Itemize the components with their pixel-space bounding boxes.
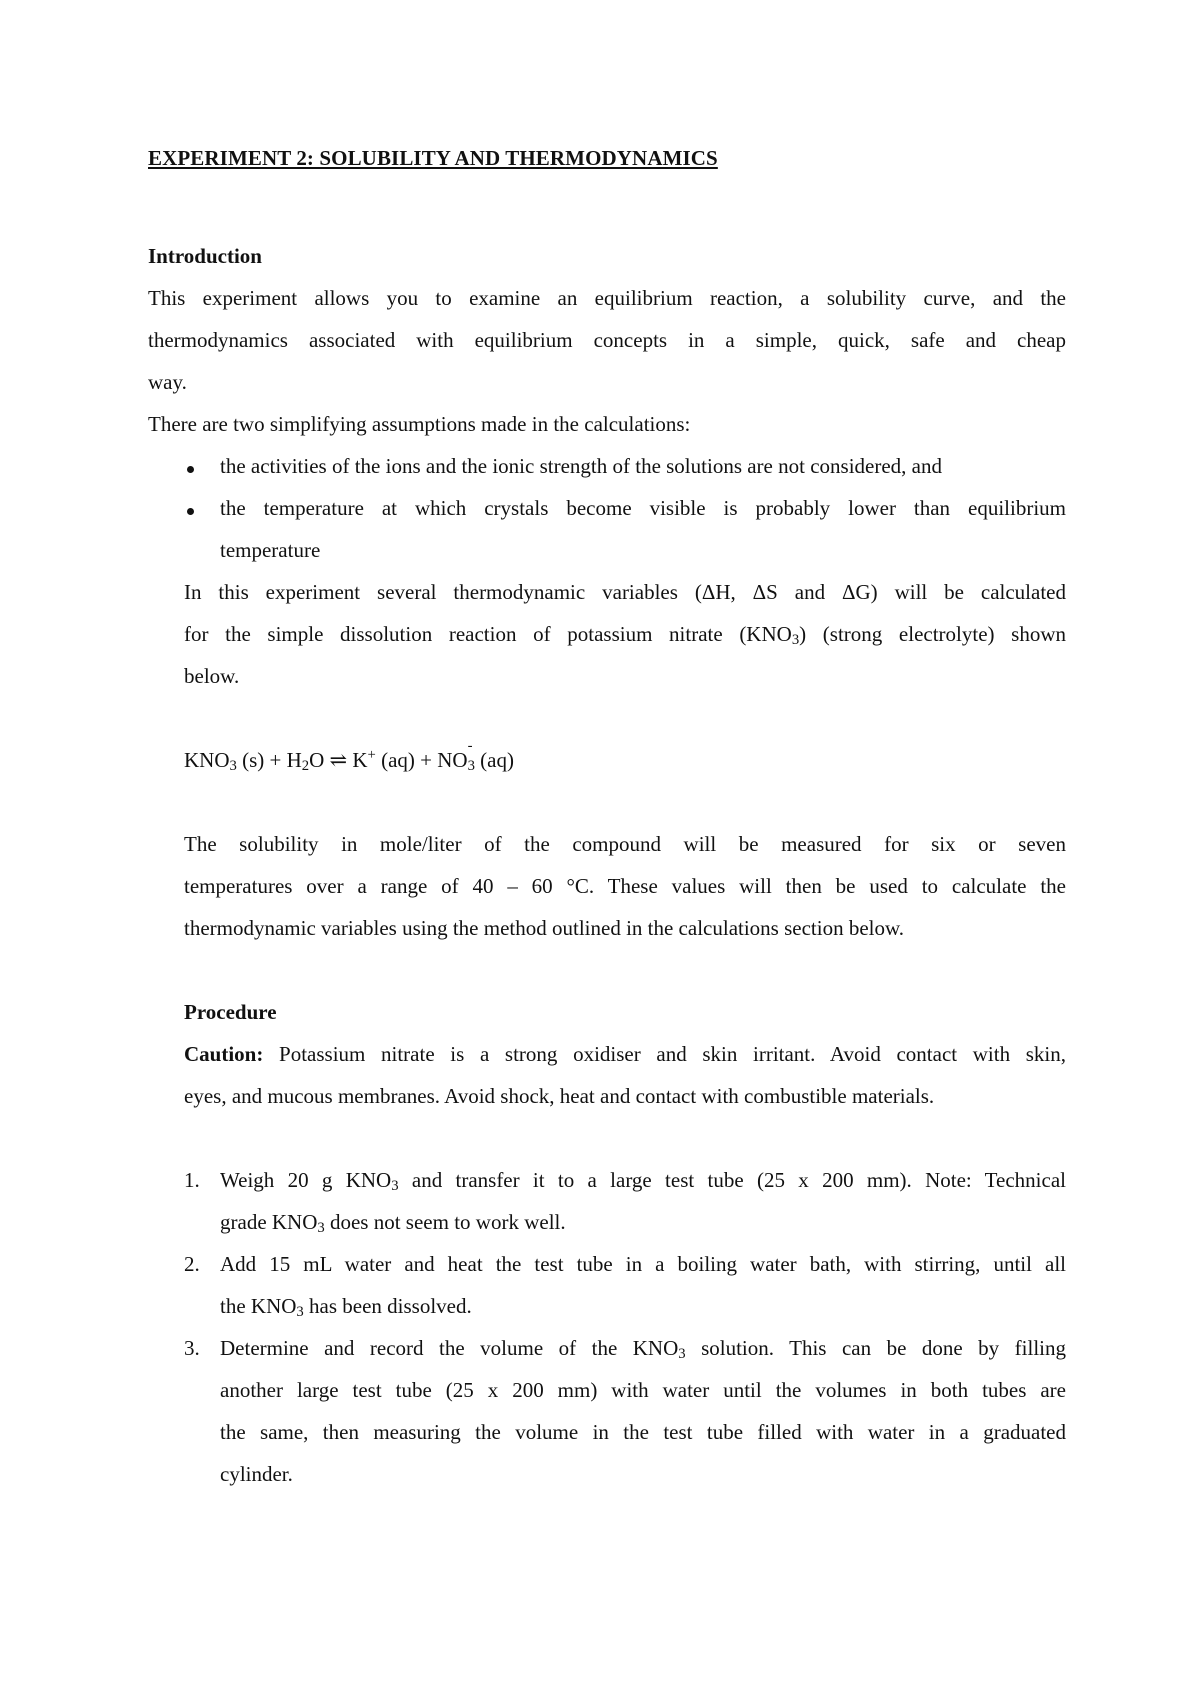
step-number: 1. bbox=[184, 1168, 200, 1192]
thermo-paragraph-line-2: for the simple dissolution reaction of potassium nitrate $(KNO_3)$ (strong electrolyte) shown bbox=[184, 622, 1066, 648]
solubility-paragraph-line-1: The solubility in mole/liter of the compound will be measured for six or seven bbox=[184, 832, 1066, 856]
intro-paragraph-line-3: way. bbox=[148, 370, 187, 394]
thermo-paragraph-line-1: In this experiment several thermodynamic variables (ΔH, ΔS and ΔG) will be calculated bbox=[184, 580, 1066, 604]
thermo-paragraph-line-3: below. bbox=[184, 664, 240, 688]
step-3-line-2: another large test tube (25 x 200 mm) with water until the volumes in both tubes are bbox=[220, 1378, 1066, 1402]
step-3-line-3: the same, then measuring the volume in the test tube filled with water in a graduated bbox=[220, 1420, 1066, 1444]
intro-paragraph-line-1: This experiment allows you to examine an equilibrium reaction, a solubility curve, and the bbox=[148, 286, 1066, 310]
solubility-paragraph-line-3: thermodynamic variables using the method outlined in the calculations section below. bbox=[184, 916, 905, 940]
bullet-item-2-continued: temperature bbox=[220, 538, 321, 562]
step-3-line-4: cylinder. bbox=[220, 1462, 293, 1486]
procedure-heading: Procedure bbox=[184, 1000, 277, 1024]
step-3-line-1: Determine and record the volume of the $KNO_3$ solution. This can be done by filling bbox=[220, 1336, 1066, 1362]
step-1-line-1: Weigh 20 g $KNO_3$ and transfer it to a large test tube (25 x 200 mm). Note: Technical bbox=[220, 1168, 1066, 1194]
step-number: 2. bbox=[184, 1252, 200, 1276]
step-number: 3. bbox=[184, 1336, 200, 1360]
intro-paragraph-line-2: thermodynamics associated with equilibrium concepts in a simple, quick, safe and cheap bbox=[148, 328, 1066, 352]
dissolution-equation: $KNO_3$ $(s) + H_2O$ ⇌ K+ (aq) + NO - $_3$ (aq) bbox=[184, 738, 514, 774]
step-2-line-2: the $KNO_3$ has been dissolved. bbox=[220, 1294, 472, 1320]
page-title: EXPERIMENT 2: SOLUBILITY AND THERMODYNAMICS bbox=[148, 146, 718, 170]
bullet-item-2: the temperature at which crystals become visible is probably lower than equilibrium bbox=[220, 496, 1066, 520]
solubility-paragraph-line-2: temperatures over a range of 40 – 60 °C. These values will then be used to calculate the bbox=[184, 874, 1066, 898]
caution-line-2: eyes, and mucous membranes. Avoid shock, heat and contact with combustible materials. bbox=[184, 1084, 935, 1108]
introduction-heading: Introduction bbox=[148, 244, 262, 268]
bullet-icon bbox=[187, 508, 194, 515]
caution-line-1: Caution: Potassium nitrate is a strong oxidiser and skin irritant. Avoid contact with skin, bbox=[184, 1042, 1066, 1066]
assumptions-intro: There are two simplifying assumptions made in the calculations: bbox=[148, 412, 691, 436]
step-2-line-1: Add 15 mL water and heat the test tube in a boiling water bath, with stirring, until all bbox=[220, 1252, 1066, 1276]
step-1-line-2: grade $KNO_3$ does not seem to work well. bbox=[220, 1210, 566, 1236]
bullet-icon bbox=[187, 466, 194, 473]
bullet-item-1: the activities of the ions and the ionic strength of the solutions are not considered, and bbox=[220, 454, 942, 478]
